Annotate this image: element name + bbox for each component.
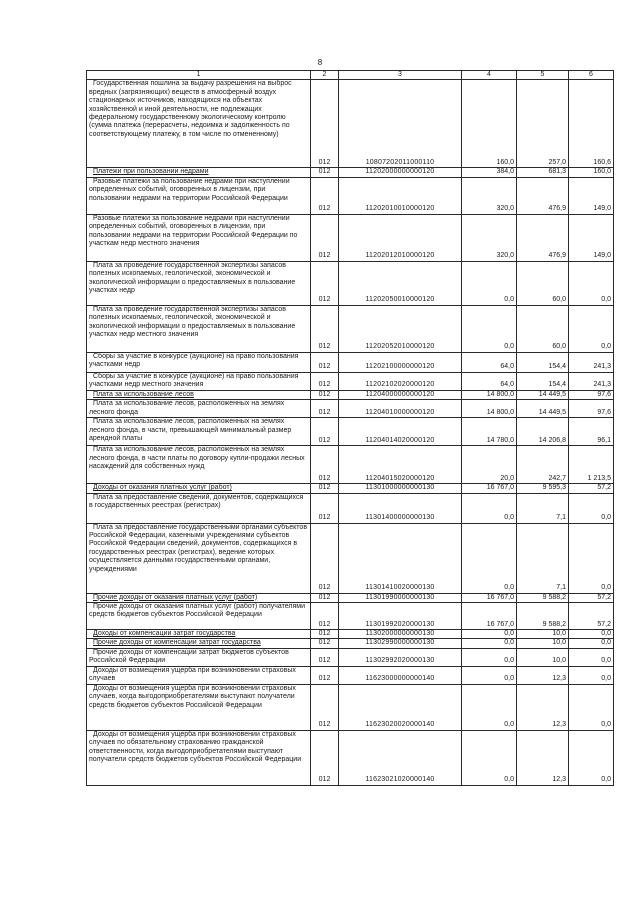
admin-code: 012	[311, 684, 339, 730]
actual-amount: 10,0	[517, 639, 569, 648]
table-row	[87, 484, 614, 493]
budget-code: 11202100000000120	[339, 352, 462, 372]
table-row	[87, 630, 614, 639]
planned-amount: 16 767,0	[462, 593, 517, 602]
percent-value: 57,2	[569, 593, 614, 602]
percent-value: 0,0	[569, 639, 614, 648]
row-name: Плата за предоставление государственными органами субъектов Российской Федерации, казенными учреждениями субъектов Российской Федерации сведений, документов, содержащихся в государственных реестрах (регистрах), ведение которых осуществляется данными государственными органами, учреждениями	[87, 523, 311, 593]
table-row	[87, 648, 614, 666]
page-number: 8	[317, 58, 323, 67]
row-name: Плата за использование лесов, расположенных на землях лесного фонда, в части платы по договору купли-продажи лесных насаждений для собственных нужд	[87, 446, 311, 484]
row-name: Плата за предоставление сведений, документов, содержащихся в государственных реестрах (регистрах)	[87, 493, 311, 523]
budget-code: 10807202011000110	[339, 80, 462, 168]
percent-value: 149,0	[569, 214, 614, 261]
column-header: 5	[517, 71, 569, 80]
budget-code: 11301992020000130	[339, 603, 462, 630]
budget-code: 11204000000000120	[339, 390, 462, 399]
actual-amount: 14 449,5	[517, 390, 569, 399]
percent-value: 0,0	[569, 684, 614, 730]
admin-code: 012	[311, 648, 339, 666]
column-header: 3	[339, 71, 462, 80]
planned-amount: 14 780,0	[462, 418, 517, 446]
table-row	[87, 446, 614, 484]
planned-amount: 0,0	[462, 648, 517, 666]
actual-amount: 60,0	[517, 261, 569, 305]
actual-amount: 681,3	[517, 168, 569, 177]
percent-value: 160,6	[569, 80, 614, 168]
admin-code: 012	[311, 168, 339, 177]
percent-value: 241,3	[569, 372, 614, 390]
row-name: Плата за проведение государственной экспертизы запасов полезных ископаемых, геологической, экономической и экологической информации о предоставляемых в пользование участках недр	[87, 261, 311, 305]
budget-code: 11301410020000130	[339, 523, 462, 593]
percent-value: 0,0	[569, 523, 614, 593]
table-row	[87, 684, 614, 730]
admin-code: 012	[311, 603, 339, 630]
table-row	[87, 593, 614, 602]
planned-amount: 0,0	[462, 684, 517, 730]
row-name: Доходы от возмещения ущерба при возникновении страховых случаев по обязательному страхованию гражданской ответственности, когда выгодоприобретателями выступают получатели средств бюджетов субъектов Российской Федерации	[87, 730, 311, 785]
percent-value: 1 213,5	[569, 446, 614, 484]
planned-amount: 0,0	[462, 523, 517, 593]
percent-value: 0,0	[569, 261, 614, 305]
table-row	[87, 493, 614, 523]
table-row	[87, 352, 614, 372]
planned-amount: 160,0	[462, 80, 517, 168]
percent-value: 0,0	[569, 730, 614, 785]
table-row	[87, 730, 614, 785]
actual-amount: 7,1	[517, 493, 569, 523]
planned-amount: 16 767,0	[462, 603, 517, 630]
row-name: Сборы за участие в конкурсе (аукционе) на право пользования участками недр местного значения	[87, 372, 311, 390]
actual-amount: 10,0	[517, 630, 569, 639]
table-row	[87, 523, 614, 593]
percent-value: 149,0	[569, 177, 614, 214]
percent-value: 97,6	[569, 400, 614, 418]
row-name: Плата за использование лесов, расположенных на землях лесного фонда	[87, 400, 311, 418]
percent-value: 0,0	[569, 666, 614, 684]
budget-code: 11301000000000130	[339, 484, 462, 493]
budget-code: 11202000000000120	[339, 168, 462, 177]
table-row	[87, 168, 614, 177]
admin-code: 012	[311, 261, 339, 305]
row-name: Доходы от возмещения ущерба при возникновении страховых случаев	[87, 666, 311, 684]
actual-amount: 9 588,2	[517, 593, 569, 602]
planned-amount: 14 800,0	[462, 400, 517, 418]
percent-value: 160,0	[569, 168, 614, 177]
budget-code: 11204015020000120	[339, 446, 462, 484]
table-row	[87, 400, 614, 418]
row-name: Разовые платежи за пользование недрами при наступлении определенных событий, оговоренных в лицензии, при пользовании недрами на территории Российской Федерации	[87, 177, 311, 214]
table-row	[87, 390, 614, 399]
actual-amount: 257,0	[517, 80, 569, 168]
row-name: Прочие доходы от компенсации затрат государства	[87, 639, 311, 648]
admin-code: 012	[311, 400, 339, 418]
row-name: Доходы от компенсации затрат государства	[87, 630, 311, 639]
admin-code: 012	[311, 418, 339, 446]
admin-code: 012	[311, 666, 339, 684]
actual-amount: 14 206,8	[517, 418, 569, 446]
actual-amount: 7,1	[517, 523, 569, 593]
admin-code: 012	[311, 593, 339, 602]
table-row	[87, 639, 614, 648]
percent-value: 57,2	[569, 603, 614, 630]
planned-amount: 0,0	[462, 305, 517, 352]
budget-code: 11202102020000120	[339, 372, 462, 390]
planned-amount: 14 800,0	[462, 390, 517, 399]
percent-value: 0,0	[569, 305, 614, 352]
row-name: Доходы от возмещения ущерба при возникновении страховых случаев, когда выгодоприобретателями выступают получатели средств бюджетов субъектов Российской Федерации	[87, 684, 311, 730]
admin-code: 012	[311, 372, 339, 390]
actual-amount: 154,4	[517, 352, 569, 372]
row-name: Прочие доходы от оказания платных услуг (работ)	[87, 593, 311, 602]
column-header: 2	[311, 71, 339, 80]
table-row	[87, 214, 614, 261]
budget-code: 11623021020000140	[339, 730, 462, 785]
actual-amount: 476,9	[517, 177, 569, 214]
row-name: Прочие доходы от оказания платных услуг (работ) получателями средств бюджетов субъектов Российской Федерации	[87, 603, 311, 630]
admin-code: 012	[311, 305, 339, 352]
row-name: Платежи при пользовании недрами	[87, 168, 311, 177]
actual-amount: 242,7	[517, 446, 569, 484]
column-header: 4	[462, 71, 517, 80]
actual-amount: 12,3	[517, 684, 569, 730]
admin-code: 012	[311, 214, 339, 261]
revenue-table	[86, 70, 614, 786]
budget-code: 11204014020000120	[339, 418, 462, 446]
actual-amount: 60,0	[517, 305, 569, 352]
column-header: 1	[87, 71, 311, 80]
percent-value: 0,0	[569, 648, 614, 666]
admin-code: 012	[311, 639, 339, 648]
actual-amount: 12,3	[517, 730, 569, 785]
row-name: Сборы за участие в конкурсе (аукционе) на право пользования участками недр	[87, 352, 311, 372]
actual-amount: 476,9	[517, 214, 569, 261]
table-row	[87, 603, 614, 630]
budget-code: 11202010010000120	[339, 177, 462, 214]
row-name: Плата за проведение государственной экспертизы запасов полезных ископаемых, геологической, экономической и экологической информации о предоставляемых в пользование участках недр местного значения	[87, 305, 311, 352]
table-row	[87, 261, 614, 305]
admin-code: 012	[311, 80, 339, 168]
planned-amount: 0,0	[462, 261, 517, 305]
planned-amount: 320,0	[462, 214, 517, 261]
admin-code: 012	[311, 484, 339, 493]
percent-value: 0,0	[569, 493, 614, 523]
budget-code: 11623000000000140	[339, 666, 462, 684]
planned-amount: 0,0	[462, 493, 517, 523]
table-row	[87, 305, 614, 352]
actual-amount: 154,4	[517, 372, 569, 390]
planned-amount: 0,0	[462, 666, 517, 684]
column-header: 6	[569, 71, 614, 80]
planned-amount: 0,0	[462, 639, 517, 648]
budget-code: 11302000000000130	[339, 630, 462, 639]
percent-value: 0,0	[569, 630, 614, 639]
admin-code: 012	[311, 630, 339, 639]
percent-value: 96,1	[569, 418, 614, 446]
planned-amount: 64,0	[462, 372, 517, 390]
actual-amount: 9 595,3	[517, 484, 569, 493]
planned-amount: 0,0	[462, 730, 517, 785]
actual-amount: 14 449,5	[517, 400, 569, 418]
row-name: Государственная пошлина за выдачу разрешения на выброс вредных (загрязняющих) веществ в атмосферный воздух стационарных источников, находящихся на объектах хозяйственной и иной деятельности, не подлежащих федеральному государственному экологическому контролю (сумма платежа (перерасчеты, недоимка и задолженность по соответствующему платежу, в том числе по отмененному)	[87, 80, 311, 168]
table-header-row	[87, 71, 614, 80]
table-row	[87, 418, 614, 446]
percent-value: 97,6	[569, 390, 614, 399]
row-name: Плата за использование лесов	[87, 390, 311, 399]
planned-amount: 64,0	[462, 352, 517, 372]
admin-code: 012	[311, 493, 339, 523]
admin-code: 012	[311, 177, 339, 214]
actual-amount: 12,3	[517, 666, 569, 684]
budget-code: 11202050010000120	[339, 261, 462, 305]
budget-code: 11301990000000130	[339, 593, 462, 602]
row-name: Доходы от оказания платных услуг (работ)	[87, 484, 311, 493]
budget-code: 11204010000000120	[339, 400, 462, 418]
admin-code: 012	[311, 730, 339, 785]
admin-code: 012	[311, 352, 339, 372]
row-name: Разовые платежи за пользование недрами при наступлении определенных событий, оговоренных в лицензии, при пользовании недрами на территории Российской Федерации по участкам недр местного значения	[87, 214, 311, 261]
budget-code: 11302992020000130	[339, 648, 462, 666]
planned-amount: 16 767,0	[462, 484, 517, 493]
actual-amount: 9 588,2	[517, 603, 569, 630]
budget-code: 11301400000000130	[339, 493, 462, 523]
planned-amount: 320,0	[462, 177, 517, 214]
budget-code: 11202052010000120	[339, 305, 462, 352]
planned-amount: 384,0	[462, 168, 517, 177]
admin-code: 012	[311, 523, 339, 593]
admin-code: 012	[311, 390, 339, 399]
table-row	[87, 372, 614, 390]
percent-value: 57,2	[569, 484, 614, 493]
row-name: Прочие доходы от компенсации затрат бюджетов субъектов Российской Федерации	[87, 648, 311, 666]
admin-code: 012	[311, 446, 339, 484]
budget-code: 11202012010000120	[339, 214, 462, 261]
planned-amount: 0,0	[462, 630, 517, 639]
table-row	[87, 177, 614, 214]
table-row	[87, 80, 614, 168]
budget-code: 11623020020000140	[339, 684, 462, 730]
table-row	[87, 666, 614, 684]
planned-amount: 20,0	[462, 446, 517, 484]
row-name: Плата за использование лесов, расположенных на землях лесного фонда, в части, превышающей минимальный размер арендной платы	[87, 418, 311, 446]
percent-value: 241,3	[569, 352, 614, 372]
budget-code: 11302990000000130	[339, 639, 462, 648]
actual-amount: 10,0	[517, 648, 569, 666]
